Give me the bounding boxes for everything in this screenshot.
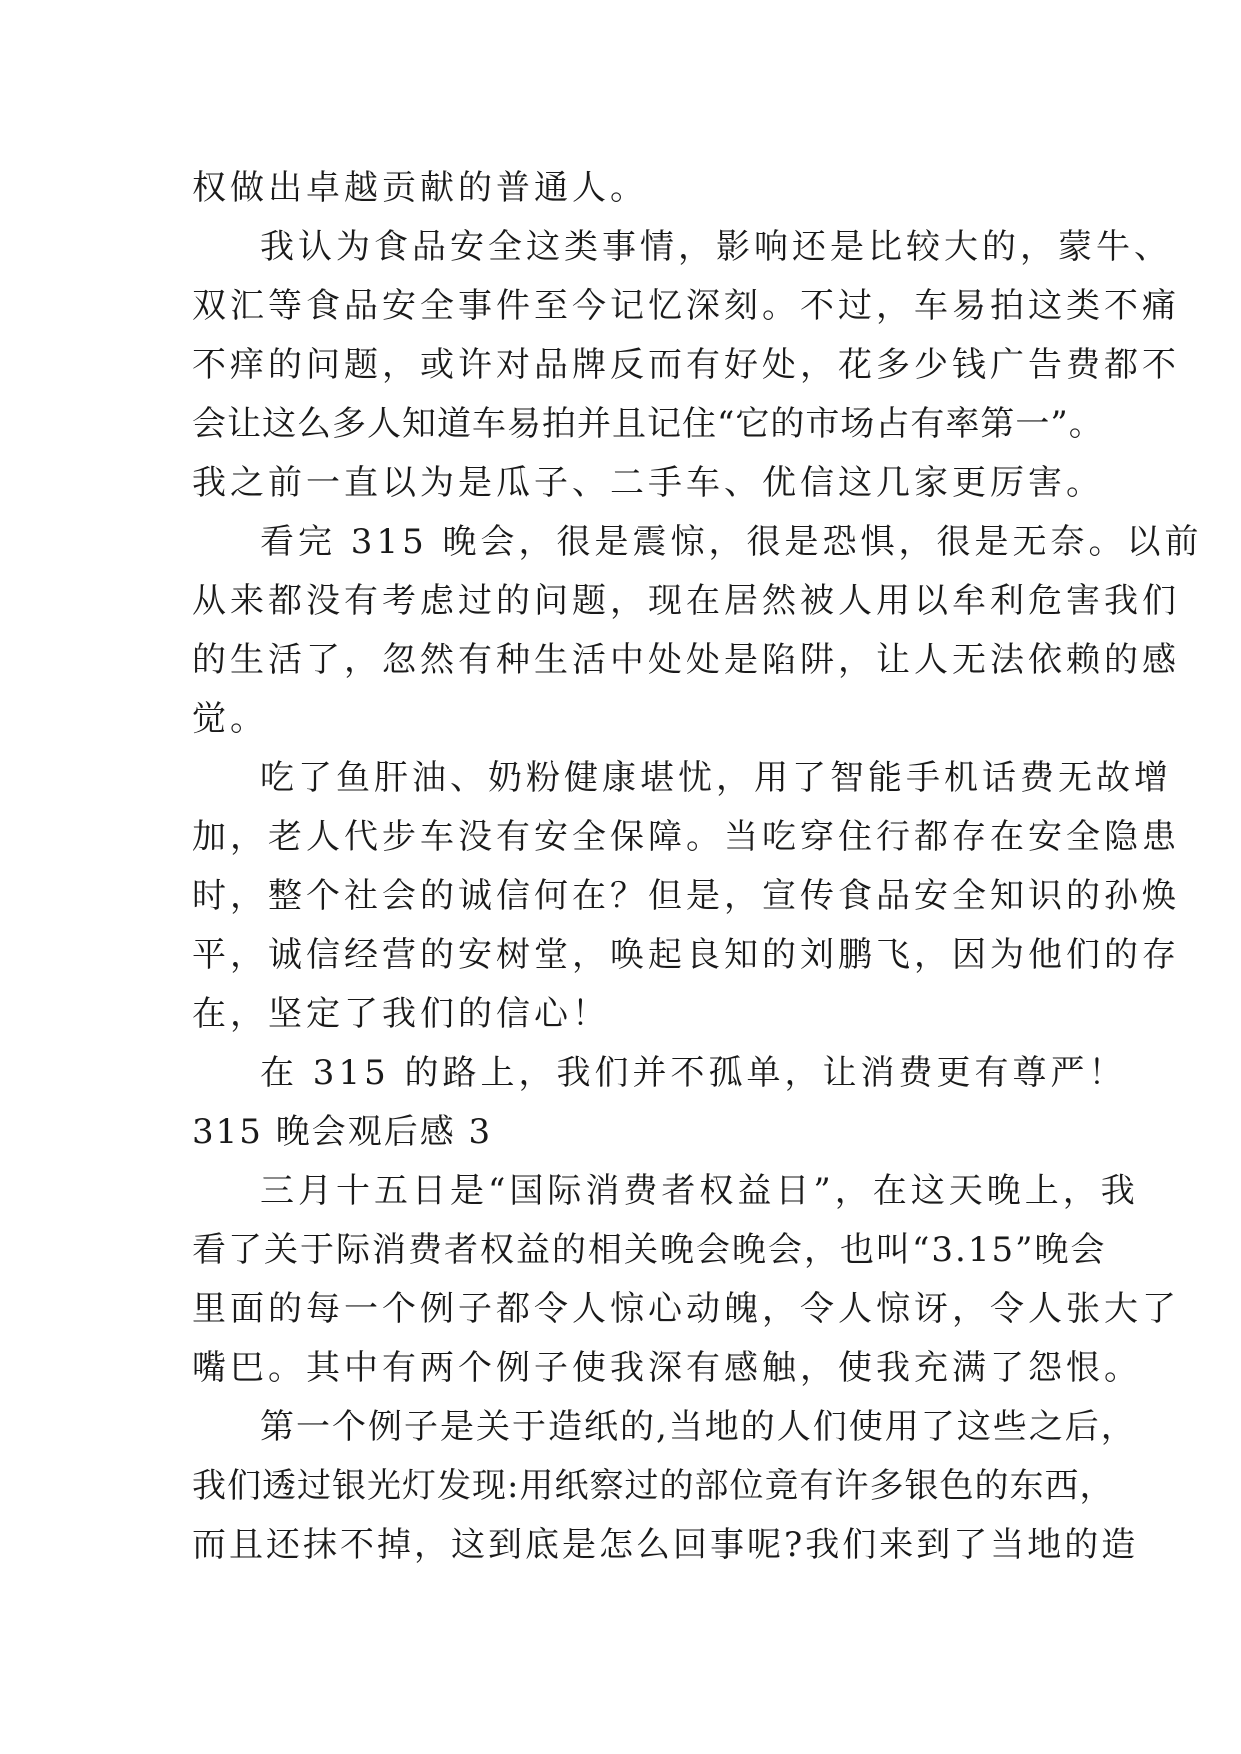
paragraph-start-line: 看完 315 晚会，很是震惊，很是恐惧，很是无奈。以前 [260,522,1203,562]
paragraph-start-line: 第一个例子是关于造纸的,当地的人们使用了这些之后， [260,1407,1137,1447]
text-line: 在，坚定了我们的信心！ [192,994,610,1034]
text-line: 权做出卓越贡献的普通人。 [192,168,648,208]
text-line: 嘴巴。其中有两个例子使我深有感触，使我充满了怨恨。 [192,1348,1142,1388]
text-line: 时，整个社会的诚信何在？但是，宣传食品安全知识的孙焕 [192,876,1180,916]
text-line: 加，老人代步车没有安全保障。当吃穿住行都存在安全隐患 [192,817,1180,857]
text-line: 平，诚信经营的安树堂，唤起良知的刘鹏飞，因为他们的存 [192,935,1180,975]
text-line: 我们透过银光灯发现:用纸察过的部位竟有许多银色的东西， [192,1466,1115,1506]
text-line: 不痒的问题，或许对品牌反而有好处，花多少钱广告费都不 [192,345,1180,385]
text-line: 双汇等食品安全事件至今记忆深刻。不过，车易拍这类不痛 [192,286,1180,326]
paragraph-start-line: 三月十五日是“国际消费者权益日”，在这天晚上，我 [260,1171,1139,1211]
document-body [192,159,1203,1575]
text-line: 而且还抹不掉，这到底是怎么回事呢?我们来到了当地的造 [192,1525,1139,1565]
text-line: 看了关于际消费者权益的相关晚会晚会，也叫“3.15”晚会 [192,1230,1107,1270]
paragraph-start-line: 吃了鱼肝油、奶粉健康堪忧，用了智能手机话费无故增 [260,758,1172,798]
text-line: 里面的每一个例子都令人惊心动魄，令人惊讶，令人张大了 [192,1289,1180,1329]
text-line: 我之前一直以为是瓜子、二手车、优信这几家更厉害。 [192,463,1104,503]
text-line: 从来都没有考虑过的问题，现在居然被人用以牟利危害我们 [192,581,1180,621]
paragraph-start-line: 我认为食品安全这类事情，影响还是比较大的，蒙牛、 [260,227,1172,267]
paragraph-start-line: 在 315 的路上，我们并不孤单，让消费更有尊严！ [260,1053,1127,1093]
text-line: 觉。 [192,699,268,739]
section-heading: 315 晚会观后感 3 [192,1112,493,1152]
text-line: 的生活了，忽然有种生活中处处是陷阱，让人无法依赖的感 [192,640,1180,680]
text-line: 会让这么多人知道车易拍并且记住“它的市场占有率第一”。 [192,404,1104,444]
